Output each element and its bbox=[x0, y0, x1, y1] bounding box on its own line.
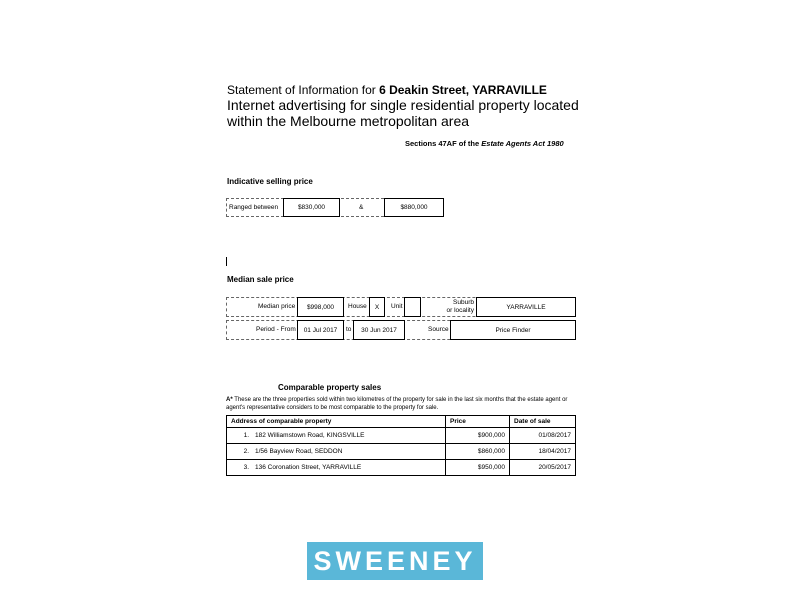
statement-subtitle: Internet advertising for single residential property located within the Melbourne metropolitan area bbox=[227, 97, 579, 129]
row-price: $900,000 bbox=[446, 428, 510, 444]
text-cursor bbox=[226, 257, 227, 266]
table-row bbox=[227, 444, 576, 460]
row-date: 18/04/2017 bbox=[510, 444, 576, 460]
title-prefix: Statement of Information for bbox=[227, 83, 380, 97]
ranged-label: Ranged between bbox=[229, 204, 279, 211]
source-label: Source bbox=[428, 326, 449, 333]
source-value: Price Finder bbox=[450, 320, 576, 340]
row-address bbox=[227, 444, 446, 460]
row-address-text: 1/56 Bayview Road, SEDDON bbox=[255, 448, 343, 455]
house-value: X bbox=[369, 297, 385, 317]
row-number: 1. bbox=[243, 432, 249, 439]
row-address-text: 136 Coronation Street, YARRAVILLE bbox=[255, 464, 362, 471]
comparable-note bbox=[226, 396, 576, 412]
act-name: Estate Agents Act 1980 bbox=[481, 139, 564, 148]
indicative-high: $880,000 bbox=[384, 198, 444, 217]
suburb-value: YARRAVILLE bbox=[476, 297, 576, 317]
indicative-heading: Indicative selling price bbox=[227, 177, 313, 186]
row-address bbox=[227, 460, 446, 476]
sweeney-logo bbox=[307, 542, 483, 580]
table-row bbox=[227, 460, 576, 476]
sections-reference bbox=[405, 139, 564, 148]
comparable-table bbox=[226, 415, 576, 476]
median-price-label: Median price bbox=[258, 303, 296, 310]
house-label: House bbox=[348, 303, 367, 310]
statement-title bbox=[227, 83, 547, 97]
table-header bbox=[227, 416, 576, 428]
comparable-heading: Comparable property sales bbox=[278, 383, 382, 392]
median-heading: Median sale price bbox=[227, 275, 294, 284]
note-marker: A* bbox=[226, 397, 233, 403]
ampersand: & bbox=[359, 204, 364, 211]
logo-text: SWEENEY bbox=[313, 545, 477, 576]
sections-prefix: Sections 47AF of the bbox=[405, 139, 482, 148]
median-price: $998,000 bbox=[297, 297, 344, 317]
suburb-label bbox=[440, 299, 474, 315]
col-price: Price bbox=[446, 416, 510, 428]
col-address: Address of comparable property bbox=[227, 416, 446, 428]
property-address: 6 Deakin Street, YARRAVILLE bbox=[379, 83, 547, 97]
suburb-label-line1: Suburb bbox=[453, 299, 474, 306]
suburb-label-line2: or locality bbox=[446, 307, 474, 314]
note-text: These are the three properties sold within two kilometres of the property for sale in the last six months that the estate agent or agent's representative considers to be most comparable to the property for sale. bbox=[226, 397, 568, 411]
row-number: 3. bbox=[243, 464, 249, 471]
row-price: $950,000 bbox=[446, 460, 510, 476]
col-date: Date of sale bbox=[510, 416, 576, 428]
indicative-low: $830,000 bbox=[283, 198, 340, 217]
row-date: 20/05/2017 bbox=[510, 460, 576, 476]
period-from: 01 Jul 2017 bbox=[297, 320, 344, 340]
row-address-text: 182 Williamstown Road, KINGSVILLE bbox=[255, 432, 365, 439]
period-label: Period - From bbox=[256, 326, 296, 333]
row-price: $860,000 bbox=[446, 444, 510, 460]
unit-label: Unit bbox=[391, 303, 403, 310]
row-address bbox=[227, 428, 446, 444]
row-number: 2. bbox=[243, 448, 249, 455]
to-label: to bbox=[346, 326, 352, 333]
table-row bbox=[227, 428, 576, 444]
row-date: 01/08/2017 bbox=[510, 428, 576, 444]
unit-value bbox=[404, 297, 421, 317]
period-to: 30 Jun 2017 bbox=[353, 320, 405, 340]
